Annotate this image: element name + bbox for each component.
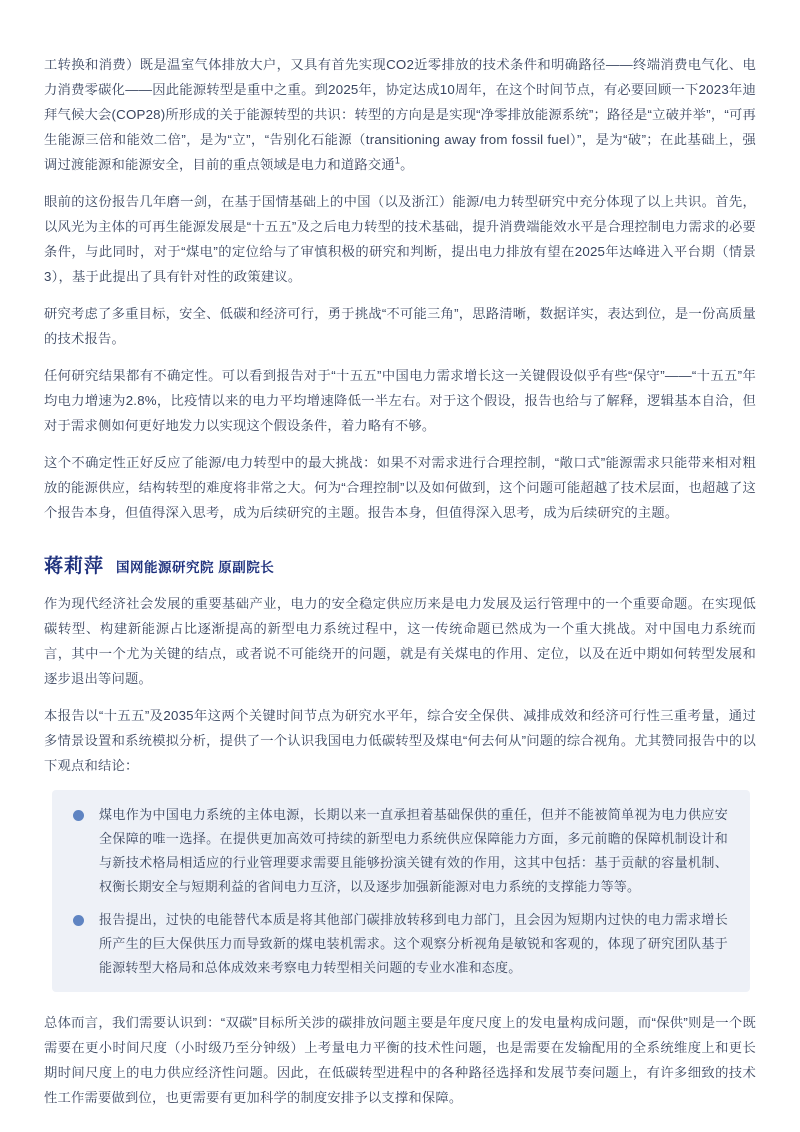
list-item: [64, 803, 728, 899]
paragraph-continued: [44, 52, 756, 177]
bullet-icon: [73, 915, 84, 926]
reviewer-name: 蒋莉萍: [44, 556, 105, 577]
paragraph-text: 工转换和消费）既是温室气体排放大户，又具有首先实现CO2近零排放的技术条件和明确路径——终端消费电气化、电力消费零碳化——因此能源转型是重中之重。到2025年，协定达成10周年，在这个时间节点，有必要回顾一下2023年迪拜气候大会(COP28)所形成的关于能源转型的共识：转型的方向是是实现“净零排放能源系统”；路径是“立破并举”，“可再生能源三倍和能效二倍”，是为“立”，“告别化石能源（transitioning away from fossil fuel）”，是为“破”；在此基础上，强调过渡能源和能源安全，目前的重点领域是电力和道路交通: [44, 57, 756, 172]
reviewer-title: 国网能源研究院 原副院长: [116, 560, 275, 575]
intro-review-section: [44, 52, 756, 525]
reviewer-heading: [44, 551, 756, 578]
reviewer-section: [44, 551, 756, 1110]
paragraph-tail: 。: [400, 157, 414, 172]
paragraph: 任何研究结果都有不确定性。可以看到报告对于“十五五”中国电力需求增长这一关键假设似乎有些“保守”——“十五五”年均电力增速为2.8%，比疫情以来的电力平均增速降低一半左右。对于这个假设，报告也给与了解释，逻辑基本自洽，但对于需求侧如何更好地发力以实现这个假设条件，着力略有不够。: [44, 368, 756, 433]
paragraph: 作为现代经济社会发展的重要基础产业，电力的安全稳定供应历来是电力发展及运行管理中的一个重要命题。在实现低碳转型、构建新能源占比逐渐提高的新型电力系统过程中，这一传统命题已然成为一个重大挑战。对中国电力系统而言，其中一个尤为关键的结点，或者说不可能绕开的问题，就是有关煤电的作用、定位，以及在近中期如何转型发展和逐步退出等问题。: [44, 596, 756, 686]
list-item-text: 煤电作为中国电力系统的主体电源，长期以来一直承担着基础保供的重任，但并不能被简单视为电力供应安全保障的唯一选择。在提供更加高效可持续的新型电力系统供应保障能力方面，多元前瞻的保障机制设计和与新技术格局相适应的行业管理要求需要且能够扮演关键有效的作用，这其中包括：基于贡献的容量机制、权衡长期安全与短期利益的省间电力互济，以及逐步加强新能源对电力系统的支撑能力等等。: [99, 807, 728, 894]
closing-paragraph: 总体而言，我们需要认识到：“双碳”目标所关涉的碳排放问题主要是年度尺度上的发电量构成问题，而“保供”则是一个既需要在更小时间尺度（小时级乃至分钟级）上考量电力平衡的技术性问题，也是需要在发输配用的全系统维度上和更长期时间尺度上的电力供应经济性问题。因此，在低碳转型进程中的各种路径选择和发展节奏问题上，有许多细致的技术性工作需要做到位，也更需要有更加科学的制度安排予以支撑和保障。: [44, 1015, 756, 1105]
footnote-marker: 1: [394, 155, 401, 166]
list-item: [64, 908, 728, 980]
paragraph: 眼前的这份报告几年磨一剑，在基于国情基础上的中国（以及浙江）能源/电力转型研究中充分体现了以上共识。首先，以风光为主体的可再生能源发展是“十五五”及之后电力转型的技术基础，提升消费端能效水平是合理控制电力需求的必要条件，与此同时，对于“煤电”的定位给与了审慎积极的研究和判断，提出电力排放有望在2025年达峰进入平台期（情景3），基于此提出了具有针对性的政策建议。: [44, 194, 756, 284]
bullet-icon: [73, 810, 84, 821]
highlights-box: [52, 790, 750, 992]
paragraph: 本报告以“十五五”及2035年这两个关键时间节点为研究水平年，综合安全保供、减排成效和经济可行性三重考量，通过多情景设置和系统模拟分析，提供了一个认识我国电力低碳转型及煤电“何去何从”问题的综合视角。尤其赞同报告中的以下观点和结论：: [44, 708, 756, 773]
paragraph: 研究考虑了多重目标，安全、低碳和经济可行，勇于挑战“不可能三角”，思路清晰，数据详实，表达到位，是一份高质量的技术报告。: [44, 306, 756, 346]
list-item-text: 报告提出，过快的电能替代本质是将其他部门碳排放转移到电力部门，且会因为短期内过快的电力需求增长所产生的巨大保供压力而导致新的煤电装机需求。这个观察分析视角是敏锐和客观的，体现了研究团队基于能源转型大格局和总体成效来考察电力转型相关问题的专业水准和态度。: [99, 912, 728, 975]
paragraph: 这个不确定性正好反应了能源/电力转型中的最大挑战：如果不对需求进行合理控制，“敞口式”能源需求只能带来相对粗放的能源供应，结构转型的难度将非常之大。何为“合理控制”以及如何做到，这个问题可能超越了技术层面，也超越了这个报告本身，但值得深入思考，成为后续研究的主题。报告本身，但值得深入思考，成为后续研究的主题。: [44, 455, 756, 520]
